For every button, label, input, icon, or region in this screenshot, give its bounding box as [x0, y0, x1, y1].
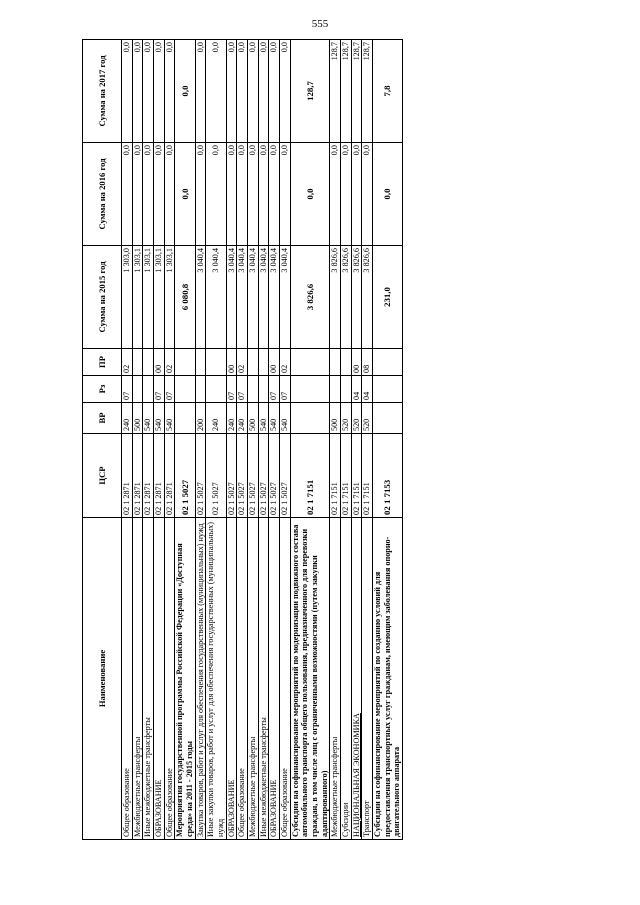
page-number: 555: [311, 18, 329, 30]
cell-pr: 02: [164, 349, 175, 376]
table-header-row: [83, 40, 122, 840]
cell-vr: 240: [237, 403, 248, 434]
table-row: [280, 40, 291, 840]
cell-sum-2015: 3 040,4: [269, 246, 280, 349]
cell-rz: [195, 376, 206, 403]
cell-name: Общее образование: [237, 518, 248, 840]
cell-name: Субсидии на софинансирование мероприятий по созданию условий для предоставления транспортных услуг гражданам, имеющим заболевания опорно-двигательного аппарата: [373, 518, 403, 840]
cell-csr: 02 1 7153: [373, 434, 403, 518]
cell-sum-2017: 128,7: [362, 40, 373, 143]
cell-sum-2015: 3 826,6: [362, 246, 373, 349]
cell-name: ОБРАЗОВАНИЕ: [226, 518, 237, 840]
cell-rz: [132, 376, 143, 403]
cell-sum-2015: 3 040,4: [195, 246, 206, 349]
table-row: [330, 40, 341, 840]
cell-pr: 02: [122, 349, 133, 376]
cell-pr: [341, 349, 352, 376]
cell-sum-2016: 0,0: [164, 143, 175, 246]
table-row: [154, 40, 165, 840]
cell-sum-2015: 3 040,4: [280, 246, 291, 349]
cell-vr: 500: [132, 403, 143, 434]
cell-sum-2015: 3 040,4: [226, 246, 237, 349]
cell-sum-2017: 0,0: [248, 40, 259, 143]
cell-sum-2017: 0,0: [206, 40, 226, 143]
budget-table: [82, 39, 403, 840]
cell-pr: [330, 349, 341, 376]
cell-vr: 540: [280, 403, 291, 434]
cell-name: ОБРАЗОВАНИЕ: [269, 518, 280, 840]
cell-sum-2015: 1 303,1: [132, 246, 143, 349]
cell-sum-2017: 0,0: [164, 40, 175, 143]
cell-vr: [290, 403, 330, 434]
cell-sum-2017: 0,0: [237, 40, 248, 143]
table-row: [351, 40, 362, 840]
header-name: Наименование: [83, 518, 122, 840]
table-row: [226, 40, 237, 840]
cell-name: Субсидии: [341, 518, 352, 840]
cell-rz: [206, 376, 226, 403]
table-row: [143, 40, 154, 840]
table-row: [175, 40, 195, 840]
cell-sum-2017: 0,0: [269, 40, 280, 143]
cell-csr: 02 1 5027: [226, 434, 237, 518]
cell-sum-2017: 128,7: [341, 40, 352, 143]
cell-sum-2017: 0,0: [122, 40, 133, 143]
table-row: [362, 40, 373, 840]
table-row: [206, 40, 226, 840]
cell-sum-2016: 0,0: [132, 143, 143, 246]
cell-sum-2016: 0,0: [226, 143, 237, 246]
cell-csr: 02 1 5027: [175, 434, 195, 518]
cell-vr: 540: [269, 403, 280, 434]
cell-csr: 02 1 5027: [269, 434, 280, 518]
header-vr: ВР: [83, 403, 122, 434]
cell-csr: 02 1 5027: [237, 434, 248, 518]
cell-sum-2017: 0,0: [143, 40, 154, 143]
cell-pr: [143, 349, 154, 376]
cell-sum-2016: 0,0: [122, 143, 133, 246]
table-row: [341, 40, 352, 840]
header-2016: Сумма на 2016 год: [83, 143, 122, 246]
cell-vr: 240: [206, 403, 226, 434]
cell-rz: [258, 376, 269, 403]
cell-rz: 04: [362, 376, 373, 403]
cell-csr: 02 1 2871: [122, 434, 133, 518]
cell-pr: [132, 349, 143, 376]
cell-sum-2015: 231,0: [373, 246, 403, 349]
cell-vr: [175, 403, 195, 434]
cell-sum-2016: 0,0: [362, 143, 373, 246]
rotated-table-area: [82, 40, 640, 840]
cell-rz: [175, 376, 195, 403]
cell-vr: 520: [341, 403, 352, 434]
cell-pr: [206, 349, 226, 376]
cell-sum-2016: 0,0: [330, 143, 341, 246]
cell-sum-2016: 0,0: [351, 143, 362, 246]
cell-name: Общее образование: [280, 518, 291, 840]
table-row: [164, 40, 175, 840]
cell-sum-2016: 0,0: [143, 143, 154, 246]
cell-csr: 02 1 5027: [195, 434, 206, 518]
cell-vr: 500: [248, 403, 259, 434]
table-row: [132, 40, 143, 840]
cell-name: ОБРАЗОВАНИЕ: [154, 518, 165, 840]
cell-rz: 07: [226, 376, 237, 403]
cell-vr: 520: [351, 403, 362, 434]
cell-sum-2015: 1 303,1: [164, 246, 175, 349]
table-row: [269, 40, 280, 840]
cell-vr: 240: [226, 403, 237, 434]
cell-name: Иные закупки товаров, работ и услуг для обеспечения государственных (муниципальных) нужд: [206, 518, 226, 840]
header-2017: Сумма на 2017 год: [83, 40, 122, 143]
cell-rz: 07: [280, 376, 291, 403]
cell-rz: 07: [164, 376, 175, 403]
cell-pr: 00: [154, 349, 165, 376]
header-rz: Рз: [83, 376, 122, 403]
cell-sum-2016: 0,0: [248, 143, 259, 246]
table-row: [258, 40, 269, 840]
cell-name: Иные межбюджетные трансферты: [258, 518, 269, 840]
cell-sum-2015: 1 303,0: [122, 246, 133, 349]
cell-vr: 540: [164, 403, 175, 434]
cell-sum-2016: 0,0: [269, 143, 280, 246]
cell-name: Транспорт: [362, 518, 373, 840]
cell-sum-2016: 0,0: [290, 143, 330, 246]
cell-sum-2015: 3 826,6: [330, 246, 341, 349]
cell-csr: 02 1 2871: [143, 434, 154, 518]
table-row: [290, 40, 330, 840]
cell-sum-2016: 0,0: [206, 143, 226, 246]
cell-rz: 07: [269, 376, 280, 403]
cell-name: Межбюджетные трансферты: [330, 518, 341, 840]
table-row: [195, 40, 206, 840]
cell-sum-2017: 0,0: [280, 40, 291, 143]
cell-pr: [258, 349, 269, 376]
cell-sum-2015: 3 826,6: [341, 246, 352, 349]
cell-pr: [175, 349, 195, 376]
cell-pr: [195, 349, 206, 376]
cell-sum-2016: 0,0: [237, 143, 248, 246]
cell-csr: 02 1 5027: [248, 434, 259, 518]
cell-csr: 02 1 7151: [290, 434, 330, 518]
cell-sum-2016: 0,0: [195, 143, 206, 246]
cell-name: Межбюджетные трансферты: [132, 518, 143, 840]
cell-sum-2017: 0,0: [175, 40, 195, 143]
cell-name: Межбюджетные трансферты: [248, 518, 259, 840]
cell-vr: 520: [362, 403, 373, 434]
cell-name: НАЦИОНАЛЬНАЯ ЭКОНОМИКА: [351, 518, 362, 840]
cell-pr: [373, 349, 403, 376]
cell-csr: 02 1 7151: [362, 434, 373, 518]
cell-sum-2017: 128,7: [351, 40, 362, 143]
header-pr: ПР: [83, 349, 122, 376]
cell-sum-2015: 1 303,1: [143, 246, 154, 349]
cell-sum-2016: 0,0: [154, 143, 165, 246]
cell-name: Субсидии на софинансирование мероприятий по модернизации подвижного состава автомобильного транспорта общего пользования, предназначенного для перевозки граждан, в том числе лиц с ограниченными возможностями (путем закупки адаптированного): [290, 518, 330, 840]
cell-vr: 540: [258, 403, 269, 434]
table-body: [122, 40, 403, 840]
cell-csr: 02 1 2871: [164, 434, 175, 518]
table-row: [237, 40, 248, 840]
table-row: [122, 40, 133, 840]
cell-csr: 02 1 2871: [132, 434, 143, 518]
cell-rz: 07: [154, 376, 165, 403]
cell-sum-2016: 0,0: [280, 143, 291, 246]
cell-csr: 02 1 5027: [258, 434, 269, 518]
cell-rz: [143, 376, 154, 403]
cell-pr: 02: [237, 349, 248, 376]
cell-sum-2015: 3 040,4: [258, 246, 269, 349]
cell-rz: [248, 376, 259, 403]
cell-sum-2015: 3 040,4: [237, 246, 248, 349]
cell-pr: 08: [362, 349, 373, 376]
cell-vr: 500: [330, 403, 341, 434]
cell-sum-2017: 0,0: [258, 40, 269, 143]
cell-pr: [290, 349, 330, 376]
cell-sum-2015: 3 040,4: [206, 246, 226, 349]
rotated-table-container: [82, 40, 640, 840]
cell-name: Общее образование: [164, 518, 175, 840]
cell-vr: 240: [122, 403, 133, 434]
header-2015: Сумма на 2015 год: [83, 246, 122, 349]
table-row: [248, 40, 259, 840]
cell-sum-2015: 3 040,4: [248, 246, 259, 349]
cell-pr: 00: [351, 349, 362, 376]
cell-sum-2015: 3 826,6: [290, 246, 330, 349]
cell-sum-2017: 0,0: [132, 40, 143, 143]
cell-pr: 00: [226, 349, 237, 376]
cell-name: Мероприятия государственной программы Российской Федерации «Доступная среда» на 2011 - 2015 годы: [175, 518, 195, 840]
cell-sum-2017: 128,7: [290, 40, 330, 143]
table-row: [373, 40, 403, 840]
cell-vr: [373, 403, 403, 434]
cell-csr: 02 1 5027: [206, 434, 226, 518]
cell-vr: 200: [195, 403, 206, 434]
cell-name: Закупка товаров, работ и услуг для обеспечения государственных (муниципальных) нужд: [195, 518, 206, 840]
cell-rz: [373, 376, 403, 403]
cell-csr: 02 1 2871: [154, 434, 165, 518]
cell-sum-2017: 128,7: [330, 40, 341, 143]
cell-name: Иные межбюджетные трансферты: [143, 518, 154, 840]
cell-rz: 07: [237, 376, 248, 403]
cell-sum-2016: 0,0: [341, 143, 352, 246]
cell-sum-2017: 0,0: [195, 40, 206, 143]
cell-csr: 02 1 7151: [351, 434, 362, 518]
cell-pr: [248, 349, 259, 376]
cell-name: Общее образование: [122, 518, 133, 840]
cell-sum-2017: 0,0: [226, 40, 237, 143]
cell-csr: 02 1 5027: [280, 434, 291, 518]
cell-pr: 02: [280, 349, 291, 376]
cell-sum-2017: 7,8: [373, 40, 403, 143]
cell-csr: 02 1 7151: [330, 434, 341, 518]
cell-pr: 00: [269, 349, 280, 376]
cell-sum-2016: 0,0: [373, 143, 403, 246]
cell-rz: [330, 376, 341, 403]
cell-sum-2017: 0,0: [154, 40, 165, 143]
cell-rz: 04: [351, 376, 362, 403]
header-csr: ЦСР: [83, 434, 122, 518]
cell-csr: 02 1 7151: [341, 434, 352, 518]
cell-vr: 540: [143, 403, 154, 434]
cell-rz: [341, 376, 352, 403]
cell-rz: 07: [122, 376, 133, 403]
cell-sum-2016: 0,0: [175, 143, 195, 246]
cell-sum-2015: 6 080,8: [175, 246, 195, 349]
cell-rz: [290, 376, 330, 403]
cell-sum-2016: 0,0: [258, 143, 269, 246]
cell-sum-2015: 1 303,1: [154, 246, 165, 349]
cell-sum-2015: 3 826,6: [351, 246, 362, 349]
cell-vr: 540: [154, 403, 165, 434]
